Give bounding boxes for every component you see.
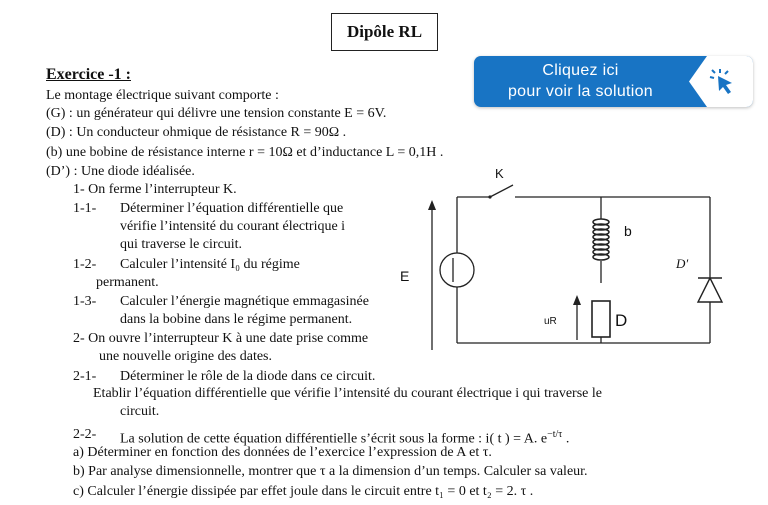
resistor-d bbox=[592, 301, 610, 337]
switch-k bbox=[490, 185, 513, 197]
question-1-2-line-2: permanent. bbox=[96, 275, 159, 290]
diode-triangle bbox=[698, 278, 722, 302]
generator-circle bbox=[440, 253, 474, 287]
question-a: a) Déterminer en fonction des données de l’exercice l’expression de A et τ. bbox=[73, 445, 492, 460]
switch-pivot bbox=[488, 195, 491, 198]
question-1-3-number: 1-3- bbox=[73, 294, 97, 309]
question-2-1-line-3: circuit. bbox=[120, 404, 160, 419]
see-solution-button[interactable] bbox=[474, 56, 753, 107]
question-2-line-2: une nouvelle origine des dates. bbox=[99, 349, 273, 364]
cta-icon-tab bbox=[683, 56, 753, 107]
exponent: −t/τ bbox=[547, 429, 563, 440]
label-k: K bbox=[495, 166, 504, 181]
coil-b bbox=[593, 219, 609, 260]
intro-text: Le montage électrique suivant comporte : bbox=[46, 88, 279, 103]
question-2-1-line-1: Déterminer le rôle de la diode dans ce circuit. bbox=[120, 369, 376, 384]
question-2-2-text: La solution de cette équation différentielle s’écrit sous la forme : i( t ) = A. $e^{-t/\tau}$ . bbox=[120, 429, 570, 447]
component-g: (G) : un générateur qui délivre une tension constante E = 6V. bbox=[46, 106, 387, 121]
exercise-heading: Exercice -1 : bbox=[46, 66, 131, 83]
label-ur: uR bbox=[544, 316, 557, 327]
question-b: b) Par analyse dimensionnelle, montrer que τ a la dimension d’un temps. Calculer sa valeur. bbox=[73, 464, 588, 479]
question-2-1-line-2: Etablir l’équation différentielle que vérifie l’intensité du courant électrique i qui traverse le bbox=[93, 386, 602, 401]
question-1: 1- On ferme l’interrupteur K. bbox=[73, 182, 237, 197]
question-1-3-line-2: dans la bobine dans le régime permanent. bbox=[120, 312, 353, 327]
label-e: E bbox=[400, 268, 410, 284]
cta-line-2: pour voir la solution bbox=[507, 83, 654, 100]
question-1-1-line-2: vérifie l’intensité du courant électrique i bbox=[120, 219, 346, 234]
voltage-e-arrowhead bbox=[428, 200, 436, 210]
question-1-2-line-1: Calculer l’intensité I₀ du régime bbox=[120, 257, 300, 272]
cta-line-1: Cliquez ici bbox=[542, 62, 619, 79]
component-dprime: (D’) : Une diode idéalisée. bbox=[46, 164, 195, 179]
question-2-1-number: 2-1- bbox=[73, 369, 97, 384]
question-1-3-line-1: Calculer l’énergie magnétique emmagasinée bbox=[120, 294, 369, 309]
question-c: c) Calculer l’énergie dissipée par effet joule dans le circuit entre t₁ = 0 et t₂ = 2. τ . bbox=[73, 484, 534, 499]
cursor-click-icon bbox=[707, 67, 737, 97]
question-1-2-number: 1-2- bbox=[73, 257, 97, 272]
circuit-diagram bbox=[400, 165, 760, 370]
question-2-line-1: 2- On ouvre l’interrupteur K à une date prise comme bbox=[73, 331, 369, 346]
question-1-1-line-3: qui traverse le circuit. bbox=[120, 237, 243, 252]
circuit-schematic bbox=[420, 165, 760, 365]
question-1-1-number: 1-1- bbox=[73, 201, 97, 216]
question-2-2-number: 2-2- bbox=[73, 427, 97, 442]
label-b: b bbox=[624, 223, 632, 239]
label-d: D bbox=[615, 311, 628, 330]
page-title: Dipôle RL bbox=[331, 13, 438, 51]
component-b: (b) une bobine de résistance interne r = 10Ω et d’inductance L = 0,1H . bbox=[46, 145, 444, 160]
question-1-1-line-1: Déterminer l’équation différentielle que bbox=[120, 201, 344, 216]
component-d: (D) : Un conducteur ohmique de résistance R = 90Ω . bbox=[46, 125, 347, 140]
voltage-ur-arrowhead bbox=[573, 295, 581, 305]
label-dprime: D′ bbox=[676, 256, 689, 271]
